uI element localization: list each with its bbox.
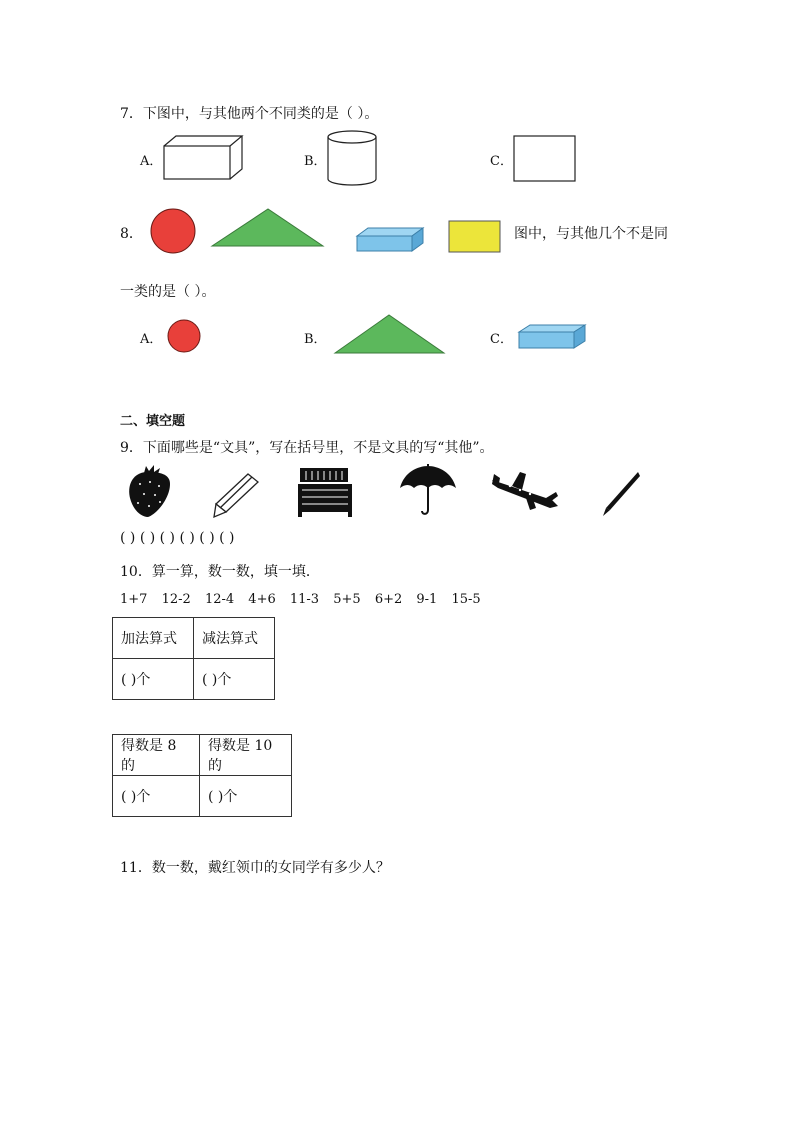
answer-cell[interactable]: ( )个: [200, 776, 292, 817]
q8-option-c-label: C．: [490, 332, 513, 347]
expression: 9-1: [416, 592, 438, 607]
bed-icon: [296, 466, 354, 518]
expression: 12-4: [204, 592, 235, 607]
table-header: 得数是 8 的: [113, 735, 200, 776]
q10-text: 10．算一算，数一数，填一填．: [120, 564, 320, 580]
table-header: 减法算式: [194, 618, 275, 659]
expression: 4+6: [248, 592, 276, 607]
q8-text-line2: 一类的是（ ）。: [120, 284, 216, 300]
table-header: 加法算式: [113, 618, 194, 659]
blue-cuboid-icon: [518, 324, 588, 352]
cuboid-icon: [162, 134, 244, 182]
q8-option-a-label: A．: [140, 332, 163, 347]
red-circle-icon: [150, 208, 198, 256]
q11-text: 11．数一数，戴红领巾的女同学有多少人？: [120, 860, 390, 876]
q10-table-operation: [112, 617, 275, 700]
q7-option-b-label: B．: [304, 154, 327, 169]
answer-cell[interactable]: ( )个: [113, 776, 200, 817]
q8-text: 图中，与其他几个不是同: [514, 226, 668, 242]
cylinder-icon: [327, 130, 379, 188]
red-circle-icon: [166, 319, 204, 355]
pen-icon: [600, 470, 642, 518]
strawberry-icon: [126, 464, 172, 518]
table-header: 得数是 10 的: [200, 735, 292, 776]
rectangle-icon: [513, 135, 577, 183]
yellow-rectangle-icon: [448, 220, 502, 254]
blue-cuboid-icon: [356, 227, 426, 255]
expression: 12-2: [161, 592, 191, 607]
umbrella-icon: [398, 464, 458, 518]
section-title: 二、填空题: [120, 414, 186, 429]
green-triangle-icon: [210, 208, 326, 248]
answer-cell[interactable]: ( )个: [194, 659, 275, 700]
expression: 6+2: [374, 592, 403, 607]
q7-option-a-label: A．: [140, 154, 163, 169]
q10-table-result: [112, 734, 292, 817]
q8-number: 8．: [120, 226, 143, 242]
expression: 15-5: [451, 592, 481, 607]
expression: 1+7: [120, 592, 148, 607]
expression: 11-3: [289, 592, 320, 607]
answer-cell[interactable]: ( )个: [113, 659, 194, 700]
q7-text: 7．下图中，与其他两个不同类的是（ ）。: [120, 106, 379, 122]
q9-text: 9．下面哪些是“文具”，写在括号里，不是文具的写“其他”。: [120, 440, 494, 456]
green-triangle-icon: [333, 314, 447, 356]
q9-answer-blanks[interactable]: ( ) ( ) ( ) ( ) ( ) ( ): [120, 530, 235, 546]
expression: 5+5: [333, 592, 361, 607]
airplane-icon: [490, 470, 560, 514]
q7-option-c-label: C．: [490, 154, 513, 169]
q8-option-b-label: B．: [304, 332, 327, 347]
q10-expressions: [120, 592, 491, 607]
pencil-icon: [212, 472, 262, 518]
